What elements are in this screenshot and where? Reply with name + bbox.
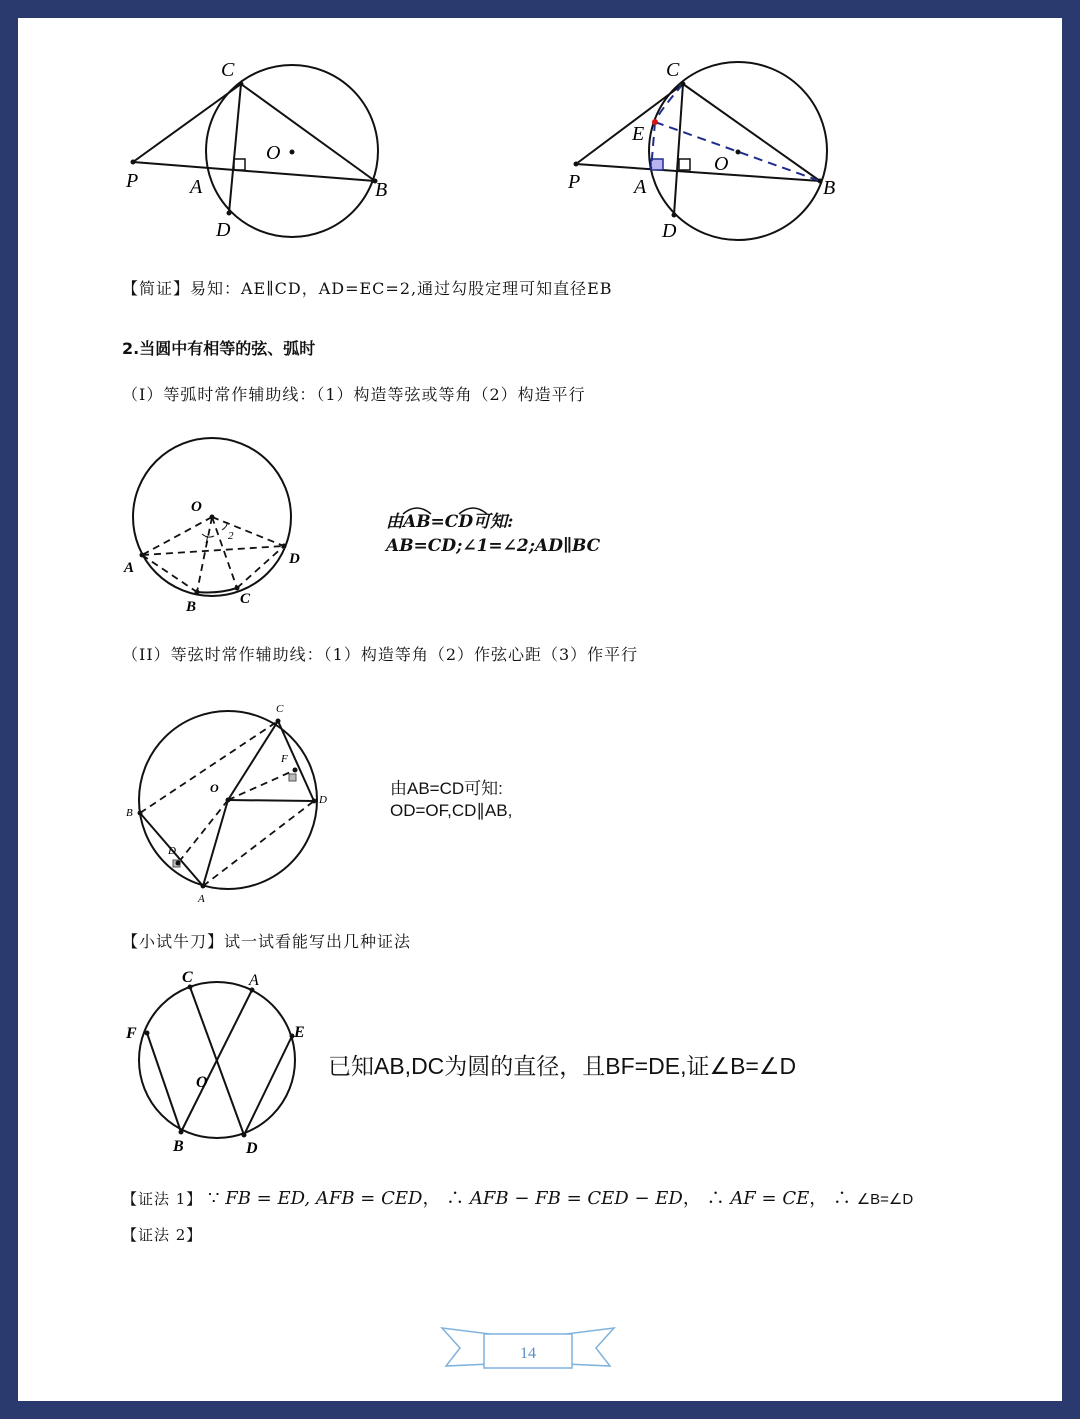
point-b-fig4 [179, 1130, 184, 1135]
label-o2: O [714, 153, 729, 175]
point-dlow-fig3 [176, 861, 181, 866]
figure-3-equal-chords [18, 698, 418, 918]
page [18, 18, 1062, 1401]
line-cb2 [683, 84, 820, 181]
label-c-fig2: C [240, 591, 251, 607]
label-a2: A [634, 176, 647, 198]
therefore-symbol-3: ∴ [832, 1188, 851, 1209]
fig2-note-line2: AB=CD;∠1=∠2;AD∥BC [386, 536, 601, 556]
label-a-fig4: A [249, 972, 259, 989]
proof-2-label: 【证法 2】 [122, 1226, 203, 1244]
label-d-fig3: D [319, 794, 327, 806]
label-b-fig2: B [186, 599, 197, 615]
label-a-fig2: A [124, 560, 135, 576]
dash-ad [142, 546, 284, 555]
part-1-heading: （I）等弧时常作辅助线：（1）构造等弦或等角（2）构造平行 [122, 385, 586, 404]
point-b-fig2 [195, 590, 200, 595]
point-a-fig3 [201, 884, 206, 889]
line-oa [203, 800, 228, 886]
line-od [228, 800, 314, 801]
fig3-note-line1: 由AB=CD可知: [390, 779, 503, 798]
label-o: O [266, 142, 281, 164]
proof-1-conclusion: ∠B=∠D [856, 1191, 914, 1208]
label-2-fig2: 2 [228, 530, 234, 542]
point-a-fig2 [140, 553, 145, 558]
point-o-fig2 [210, 515, 215, 520]
fig3-note-line2: OD=OF,CD∥AB, [390, 801, 513, 820]
diameter-cd [190, 987, 244, 1135]
proof-1-label: 【证法 1】 [122, 1190, 203, 1208]
right-angle-mark2 [679, 159, 690, 170]
dash-od-low [178, 800, 228, 863]
label-e: E [632, 123, 645, 145]
practice-statement: 已知AB,DC为圆的直径，且BF=DE,证∠B=∠D [328, 1053, 797, 1079]
right-angle-f [289, 774, 296, 781]
proof-1-expr3: AF = CE [730, 1188, 810, 1209]
line-cd2 [674, 84, 683, 215]
label-c-fig3: C [276, 703, 284, 715]
proof-1-comma3: ， [809, 1188, 828, 1209]
ribbon-left-tail [442, 1328, 490, 1366]
point-c-fig2 [235, 586, 240, 591]
point-d-fig4 [242, 1133, 247, 1138]
point-b2 [818, 179, 823, 184]
ribbon-right-tail [566, 1328, 614, 1366]
highlight-angle [651, 159, 663, 170]
dash-ab [142, 555, 197, 592]
point-o2 [736, 150, 741, 155]
label-o-fig3: O [210, 781, 219, 795]
fig3-note [390, 778, 512, 822]
dash-oa [142, 517, 212, 555]
figure-1-right [18, 18, 1062, 278]
point-d2 [672, 213, 677, 218]
arc-marks [401, 504, 481, 516]
label-p: P [126, 170, 139, 192]
label-d-fig4: D [246, 1140, 258, 1157]
label-o-fig4: O [196, 1074, 208, 1091]
proof-1-expr2: AFB − FB = CED − ED [469, 1188, 683, 1209]
point-p2 [574, 162, 579, 167]
arc-bc [197, 588, 237, 593]
point-f-fig4 [145, 1031, 150, 1036]
point-c-fig3 [276, 719, 281, 724]
dash-ad [203, 801, 314, 886]
label-o-fig2: O [191, 499, 202, 515]
proof-1-expr1: FB = ED, AFB = CED [225, 1188, 423, 1209]
label-c2: C [666, 59, 680, 81]
label-f-fig4: F [126, 1025, 137, 1042]
label-a: A [190, 176, 203, 198]
label-c: C [221, 59, 235, 81]
label-d2: D [662, 220, 677, 242]
proof-1-comma1: ， [422, 1188, 441, 1209]
label-a-fig3: A [198, 893, 205, 905]
dash-bc [140, 721, 278, 813]
line-pc2 [576, 84, 683, 164]
fig2-note-line1: 由AB=CD可知: [386, 512, 514, 532]
label-d-fig2: D [289, 551, 300, 567]
label-b2: B [823, 177, 836, 199]
point-o-fig3 [226, 798, 231, 803]
point-e [652, 119, 658, 125]
label-f-fig3: F [281, 753, 288, 765]
proof-1 [122, 1184, 913, 1210]
dash-cd [237, 546, 284, 588]
label-b-fig3: B [126, 807, 133, 819]
arc-mark-ab [403, 508, 431, 514]
page-number: 14 [520, 1345, 536, 1362]
point-b-fig3 [138, 811, 143, 816]
fig2-note [386, 510, 600, 558]
label-d: D [216, 219, 231, 241]
label-p2: P [568, 171, 581, 193]
therefore-symbol-1: ∴ [446, 1188, 465, 1209]
part-2-heading: （II）等弦时常作辅助线：（1）构造等角（2）作弦心距（3）作平行 [122, 645, 639, 664]
point-d-fig2 [282, 544, 287, 549]
practice-heading: 【小试牛刀】试一试看能写出几种证法 [122, 932, 412, 951]
figure-2-equal-arcs [18, 418, 418, 638]
proof-1-comma2: ， [682, 1188, 701, 1209]
therefore-symbol-2: ∴ [706, 1188, 725, 1209]
label-e-fig4: E [294, 1024, 305, 1041]
dash-ob [197, 517, 212, 592]
page-number-ribbon [438, 1320, 628, 1380]
point-c2 [681, 82, 686, 87]
section-2-title: 2.当圆中有相等的弦、弧时 [122, 339, 316, 358]
label-dlow-fig3: D [168, 845, 176, 857]
because-symbol: ∵ [208, 1188, 220, 1209]
dash-od [212, 517, 284, 546]
label-b: B [375, 179, 388, 201]
point-f-fig3 [293, 768, 298, 773]
label-1-fig2: 1 [204, 534, 210, 546]
label-c-fig4: C [182, 969, 193, 986]
proof-note: 【简证】易知：AE∥CD，AD=EC=2,通过勾股定理可知直径EB [122, 279, 613, 298]
point-d-fig3 [312, 799, 317, 804]
line-pb2 [576, 164, 820, 181]
label-b-fig4: B [173, 1138, 184, 1155]
